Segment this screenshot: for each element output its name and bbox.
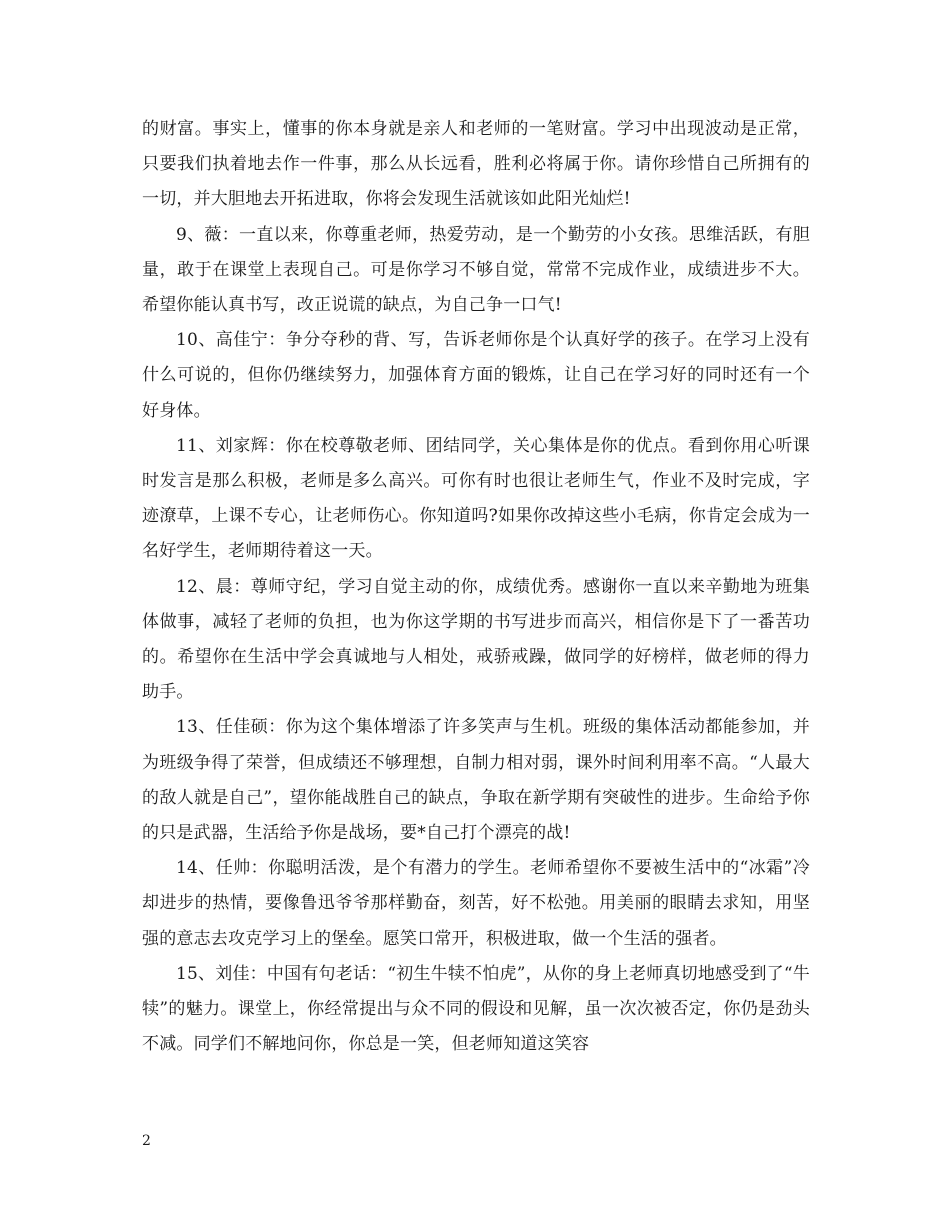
- paragraph-comment-14: 14、任帅：你聪明活泼，是个有潜力的学生。老师希望你不要被生活中的“冰霜”冷却进步的热情，要像鲁迅爷爷那样勤奋，刻苦，好不松弛。用美丽的眼睛去求知，用坚强的意志去攻克学习上的堡垒。愿笑口常开，积极进取，做一个生活的强者。: [142, 858, 810, 949]
- paragraph-comment-9: 9、薇：一直以来，你尊重老师，热爱劳动，是一个勤劳的小女孩。思维活跃，有胆量，敢于在课堂上表现自己。可是你学习不够自觉，常常不完成作业，成绩进步不大。希望你能认真书写，改正说谎的缺点，为自己争一口气!: [142, 224, 810, 316]
- page-number: 2: [142, 1133, 151, 1149]
- page-body: [142, 112, 810, 1062]
- paragraph-comment-11: 11、刘家辉：你在校尊敬老师、团结同学，关心集体是你的优点。看到你用心听课时发言是那么积极，老师是多么高兴。可你有时也很让老师生气，作业不及时完成，字迹潦草，上课不专心，让老师伤心。你知道吗?如果你改掉这些小毛病，你肯定会成为一名好学生，老师期待着这一天。: [142, 435, 810, 562]
- paragraph-comment-15: 15、刘佳：中国有句老话：“初生牛犊不怕虎”，从你的身上老师真切地感受到了“牛犊”的魅力。课堂上，你经常提出与众不同的假设和见解，虽一次次被否定，你仍是劲头不减。同学们不解地问你，你总是一笑，但老师知道这笑容: [142, 963, 810, 1055]
- paragraph-continuation: 的财富。事实上，懂事的你本身就是亲人和老师的一笔财富。学习中出现波动是正常，只要我们执着地去作一件事，那么从长远看，胜利必将属于你。请你珍惜自己所拥有的一切，并大胆地去开拓进取，你将会发现生活就该如此阳光灿烂!: [142, 119, 810, 210]
- paragraph-comment-13: 13、任佳硕：你为这个集体增添了许多笑声与生机。班级的集体活动都能参加，并为班级争得了荣誉，但成绩还不够理想，自制力相对弱，课外时间利用率不高。“人最大的敌人就是自己”，望你能战胜自己的缺点，争取在新学期有突破性的进步。生命给予你的只是武器，生活给予你是战场，要*自己打个漂亮的战!: [142, 717, 810, 844]
- paragraph-comment-12: 12、晨：尊师守纪，学习自觉主动的你，成绩优秀。感谢你一直以来辛勤地为班集体做事，减轻了老师的负担，也为你这学期的书写进步而高兴，相信你是下了一番苦功的。希望你在生活中学会真诚地与人相处，戒骄戒躁，做同学的好榜样，做老师的得力助手。: [142, 576, 810, 703]
- paragraph-comment-10: 10、高佳宁：争分夺秒的背、写，告诉老师你是个认真好学的孩子。在学习上没有什么可说的，但你仍继续努力，加强体育方面的锻炼，让自己在学习好的同时还有一个好身体。: [142, 330, 810, 421]
